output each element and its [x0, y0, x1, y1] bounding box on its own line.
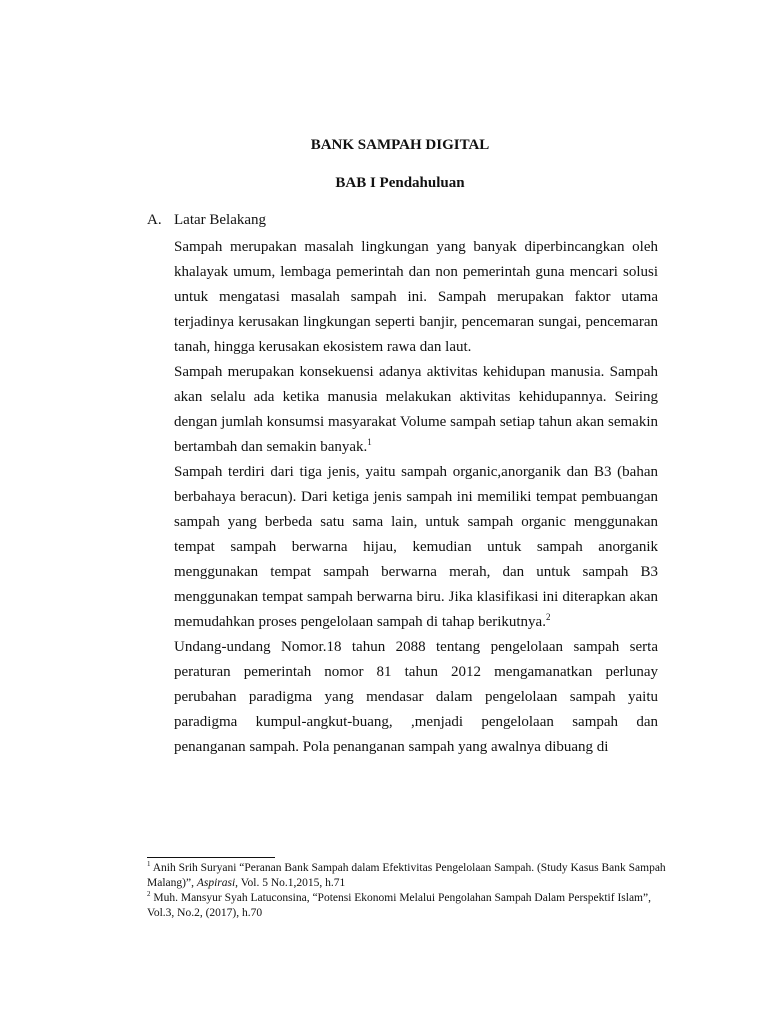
footnote-divider	[147, 857, 275, 858]
body-text	[174, 235, 658, 760]
footnote-number: 1	[147, 860, 151, 869]
paragraph	[174, 635, 658, 760]
paragraph-text: Sampah merupakan konsekuensi adanya aktivitas kehidupan manusia. Sampah akan selalu ada ketika manusia melakukan aktivitas kehidupannya. Seiring dengan jumlah konsumsi masyarakat Volume sampah setiap tahun akan semakin bertambah dan semakin banyak.	[174, 364, 658, 455]
paragraph	[174, 360, 658, 460]
paragraph	[174, 235, 658, 360]
document-title: BANK SAMPAH DIGITAL	[310, 137, 490, 153]
section-letter: A.	[147, 212, 162, 228]
footnote-text: Muh. Mansyur Syah Latuconsina, “Potensi Ekonomi Melalui Pengolahan Sampah Dalam Perspektif Islam”, Vol.3, No.2, (2017), h.70	[147, 892, 651, 919]
chapter-heading: BAB I Pendahuluan	[335, 175, 465, 191]
footnote-text: Anih Srih Suryani “Peranan Bank Sampah dalam Efektivitas Pengelolaan Sampah. (Study Kasus Bank Sampah Malang)”,	[147, 862, 666, 889]
section-title: Latar Belakang	[174, 212, 267, 228]
footnote-text: , Vol. 5 No.1,2015, h.71	[235, 877, 346, 889]
footnote-journal: Aspirasi	[196, 877, 236, 889]
paragraph-text: Sampah terdiri dari tiga jenis, yaitu sampah organic,anorganik dan B3 (bahan berbahaya beracun). Dari ketiga jenis sampah ini memiliki tempat pembuangan sampah yang berbeda satu sama lain, untuk sampah organic menggunakan tempat sampah berwarna hijau, kemudian untuk sampah anorganik menggunakan tempat sampah berwarna merah, dan untuk sampah B3 menggunakan tempat sampah berwarna biru. Jika klasifikasi ini diterapkan akan memudahkan proses pengelolaan sampah di tahap berikutnya.	[174, 464, 658, 630]
paragraph-text: Sampah merupakan masalah lingkungan yang banyak diperbincangkan oleh khalayak umum, lembaga pemerintah dan non pemerintah guna mencari solusi untuk mengatasi masalah sampah ini. Sampah merupakan faktor utama terjadinya kerusakan lingkungan seperti banjir, pencemaran sungai, pencemaran tanah, hingga kerusakan ekosistem rawa dan laut.	[174, 239, 658, 355]
footnote	[147, 861, 667, 891]
footnote-number: 2	[147, 890, 151, 899]
footnotes	[147, 861, 667, 921]
section-heading	[147, 212, 266, 229]
footnote-ref[interactable]: 2	[545, 612, 551, 622]
footnote	[147, 891, 667, 921]
paragraph-text: Undang-undang Nomor.18 tahun 2088 tentang pengelolaan sampah serta peraturan pemerintah nomor 81 tahun 2012 mengamanatkan perlunay perubahan paradigma yang mendasar dalam pengelolaan sampah yaitu paradigma kumpul-angkut-buang, ,menjadi pengelolaan sampah dan penanganan sampah. Pola penanganan sampah yang awalnya dibuang di	[174, 639, 658, 755]
footnote-ref[interactable]: 1	[367, 437, 372, 447]
paragraph	[174, 460, 658, 635]
